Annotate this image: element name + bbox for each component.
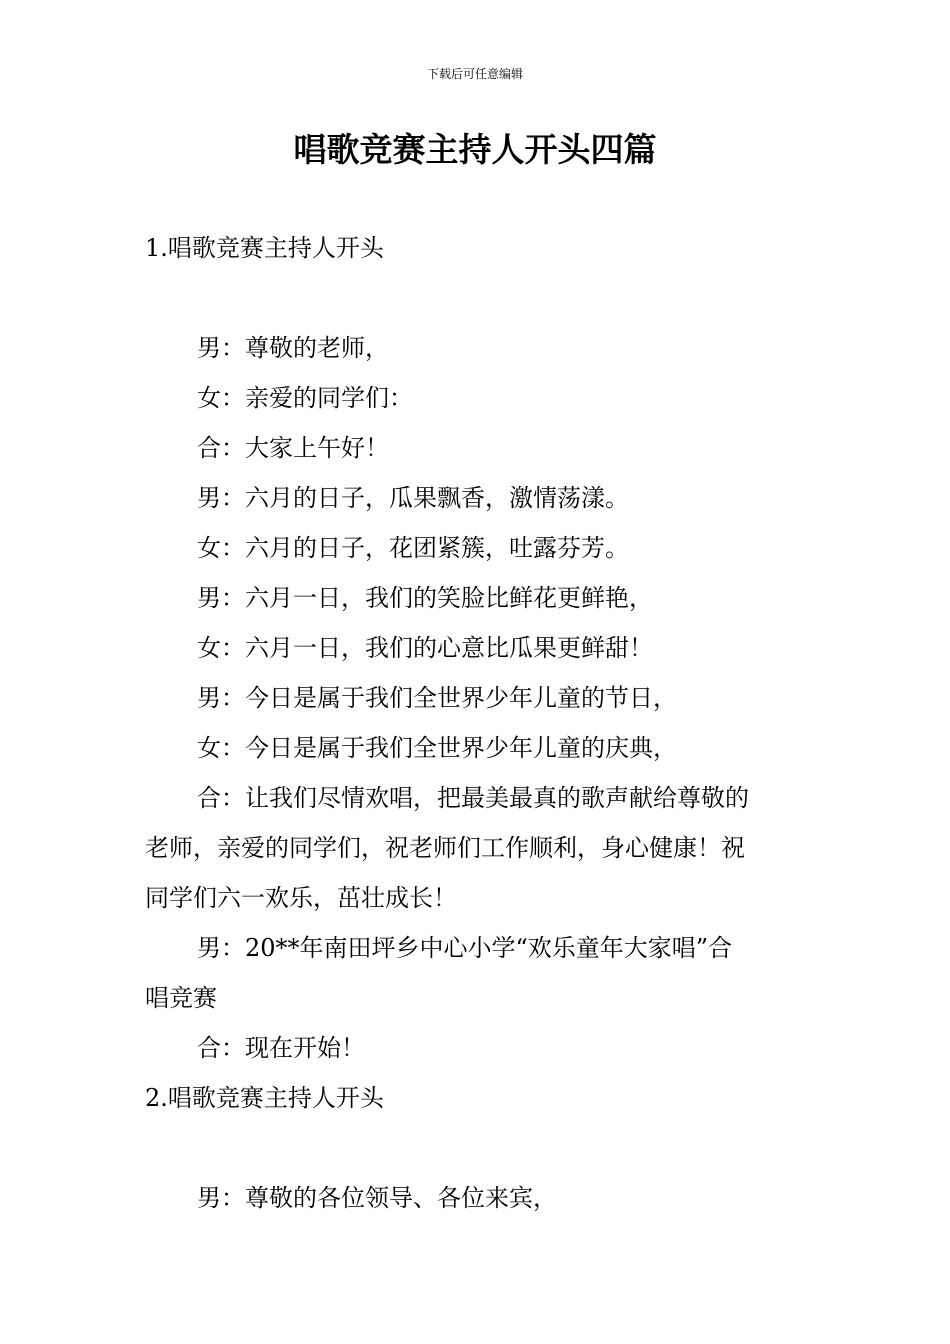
dialogue-line: 合：现在开始！ — [197, 1034, 365, 1062]
paragraph-line: 老师，亲爱的同学们，祝老师们工作顺利，身心健康！祝 — [145, 834, 745, 862]
dialogue-line: 男：尊敬的各位领导、各位来宾， — [197, 1184, 557, 1212]
dialogue-line: 男：今日是属于我们全世界少年儿童的节日， — [197, 684, 677, 712]
dialogue-line: 女：六月一日，我们的心意比瓜果更鲜甜！ — [197, 634, 653, 662]
dialogue-line: 女：亲爱的同学们： — [197, 384, 413, 412]
page-title: 唱歌竞赛主持人开头四篇 — [293, 130, 657, 169]
paragraph-line: 唱竞赛 — [145, 984, 217, 1012]
dialogue-line: 男：六月的日子，瓜果飘香，激情荡漾。 — [197, 484, 629, 512]
paragraph-line: 同学们六一欢乐，茁壮成长！ — [145, 884, 457, 912]
paragraph-line: 男：20**年南田坪乡中心小学“欢乐童年大家唱”合 — [197, 934, 733, 962]
dialogue-line: 女：今日是属于我们全世界少年儿童的庆典， — [197, 734, 677, 762]
section-heading-1: 1.唱歌竞赛主持人开头 — [145, 234, 384, 262]
section-heading-2: 2.唱歌竞赛主持人开头 — [145, 1084, 384, 1112]
paragraph-line: 合：让我们尽情欢唱，把最美最真的歌声献给尊敬的 — [197, 784, 749, 812]
header-note: 下载后可任意编辑 — [426, 67, 523, 81]
dialogue-line: 合：大家上午好！ — [197, 434, 389, 462]
dialogue-line: 男：六月一日，我们的笑脸比鲜花更鲜艳， — [197, 584, 653, 612]
dialogue-line: 女：六月的日子，花团紧簇，吐露芬芳。 — [197, 534, 629, 562]
dialogue-line: 男：尊敬的老师， — [197, 334, 389, 362]
